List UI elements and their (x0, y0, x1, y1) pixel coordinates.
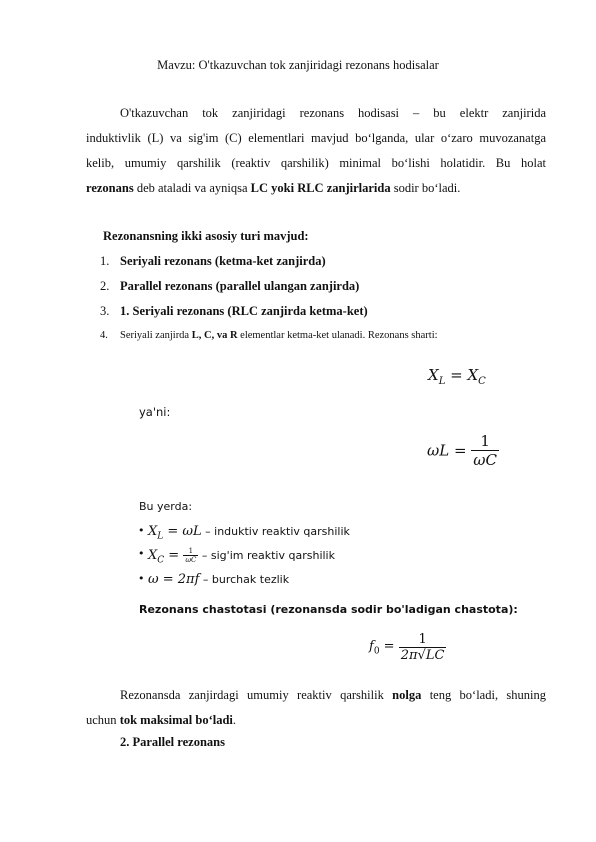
closing-text: uchun (86, 713, 120, 727)
closing-text: Rezonansda zanjirdagi umumiy reaktiv qarshilik (120, 688, 393, 702)
math-subscript: 0 (373, 646, 380, 657)
math-fraction (183, 547, 198, 564)
intro-line-2: induktivlik (L) va sig'im (C) elementlari mavjud bo‘lganda, ular o‘zaro muvozanatga (86, 131, 546, 145)
bullet-icon: • (138, 572, 145, 585)
intro-line-4 (86, 176, 546, 201)
fraction-denominator: ωC (185, 556, 197, 564)
list-text: 1. Seriyali rezonans (RLC zanjirda ketma-ket) (120, 304, 368, 318)
math-fraction (399, 632, 447, 663)
list-item (138, 524, 350, 542)
formula-omega-l (427, 432, 499, 469)
page-title: Mavzu: O'tkazuvchan tok zanjiridagi rezonans hodisalar (157, 58, 439, 72)
formula-resonant-frequency (369, 632, 446, 663)
list-number: 2. (100, 279, 110, 293)
math-subscript: L (438, 376, 446, 387)
math-symbol: X (148, 524, 158, 539)
term-lc-rlc: LC yoki RLC zanjirlarida (250, 181, 391, 195)
closing-paragraph (86, 683, 546, 733)
term-nolga: nolga (392, 688, 422, 702)
math-expression: = 2πf (158, 572, 200, 587)
math-expression: = (164, 548, 184, 563)
closing-line-2 (86, 708, 546, 733)
math-symbol: X (467, 366, 479, 384)
formula-resonance-condition (428, 366, 486, 387)
bullet-text: – induktiv reaktiv qarshilik (201, 525, 350, 538)
math-operator: = (379, 638, 399, 654)
term-rezonans: rezonans (86, 181, 134, 195)
math-operator: = (445, 366, 468, 384)
bullet-text: – burchak tezlik (199, 573, 290, 586)
types-heading: Rezonansning ikki asosiy turi mavjud: (103, 229, 309, 243)
math-subscript: C (157, 555, 165, 566)
math-symbol: X (148, 548, 158, 563)
bullet-text: – sig'im reaktiv qarshilik (198, 549, 335, 562)
math-symbol: f (369, 638, 374, 654)
term-tok-maksimal: tok maksimal bo‘ladi (119, 713, 233, 727)
list-text: Seriyali zanjirda (120, 330, 192, 341)
list-text: elementlar ketma-ket ulanadi. Rezonans sharti: (237, 330, 438, 341)
fraction-numerator: 1 (480, 432, 490, 450)
fraction-denominator (399, 647, 447, 663)
list-item (138, 547, 335, 566)
closing-line-1 (86, 683, 546, 708)
frequency-heading: Rezonans chastotasi (rezonansda sodir bo'ladigan chastota): (139, 603, 518, 616)
list-item (138, 572, 290, 587)
list-item (100, 330, 438, 341)
intro-line-3: kelib, umumiy qarshilik (reaktiv qarshilik) minimal bo‘lishi holatidir. Bu holat (86, 156, 546, 170)
fraction-numerator: 1 (418, 632, 427, 647)
bullet-icon: • (138, 547, 145, 560)
math-expression (148, 547, 198, 566)
math-subscript: L (157, 531, 164, 542)
intro-text: deb ataladi va ayniqsa (133, 181, 251, 195)
fraction-numerator: 1 (188, 547, 194, 555)
bullet-icon: • (138, 524, 145, 537)
intro-line-1: O'tkazuvchan tok zanjiridagi rezonans hodisasi – bu elektr zanjirida (120, 106, 546, 120)
math-expression (148, 572, 199, 587)
closing-text: teng bo‘ladi, shuning (421, 688, 547, 702)
sqrt-icon: √ (417, 648, 426, 663)
list-text: Seriyali rezonans (ketma-ket zanjirda) (120, 254, 326, 268)
list-number: 4. (100, 330, 108, 341)
math-expression: = ωL (163, 524, 202, 539)
math-expression (369, 638, 399, 657)
list-item (100, 279, 359, 294)
list-number: 1. (100, 254, 110, 268)
math-expression (148, 524, 202, 542)
section-heading-parallel: 2. Parallel rezonans (120, 735, 225, 749)
intro-paragraph (86, 101, 546, 201)
closing-text: . (232, 713, 237, 727)
list-bold: L, C, va R (191, 330, 238, 341)
math-fraction (471, 432, 499, 469)
fraction-denominator: ωC (473, 451, 498, 469)
math-radicand: LC (425, 648, 445, 663)
yani-label: ya'ni: (139, 405, 171, 419)
bu-yerda-label: Bu yerda: (139, 500, 193, 513)
math-expression: ωL = (427, 441, 472, 460)
list-text: Parallel rezonans (parallel ulangan zanjirda) (120, 279, 360, 293)
intro-text: sodir bo‘ladi. (390, 181, 461, 195)
math-symbol: ω (148, 572, 159, 587)
math-subscript: C (478, 376, 486, 387)
list-item (100, 254, 326, 269)
math-symbol: X (428, 366, 439, 384)
list-number: 3. (100, 304, 110, 318)
list-item (100, 304, 368, 319)
math-expression: 2π (400, 648, 418, 663)
